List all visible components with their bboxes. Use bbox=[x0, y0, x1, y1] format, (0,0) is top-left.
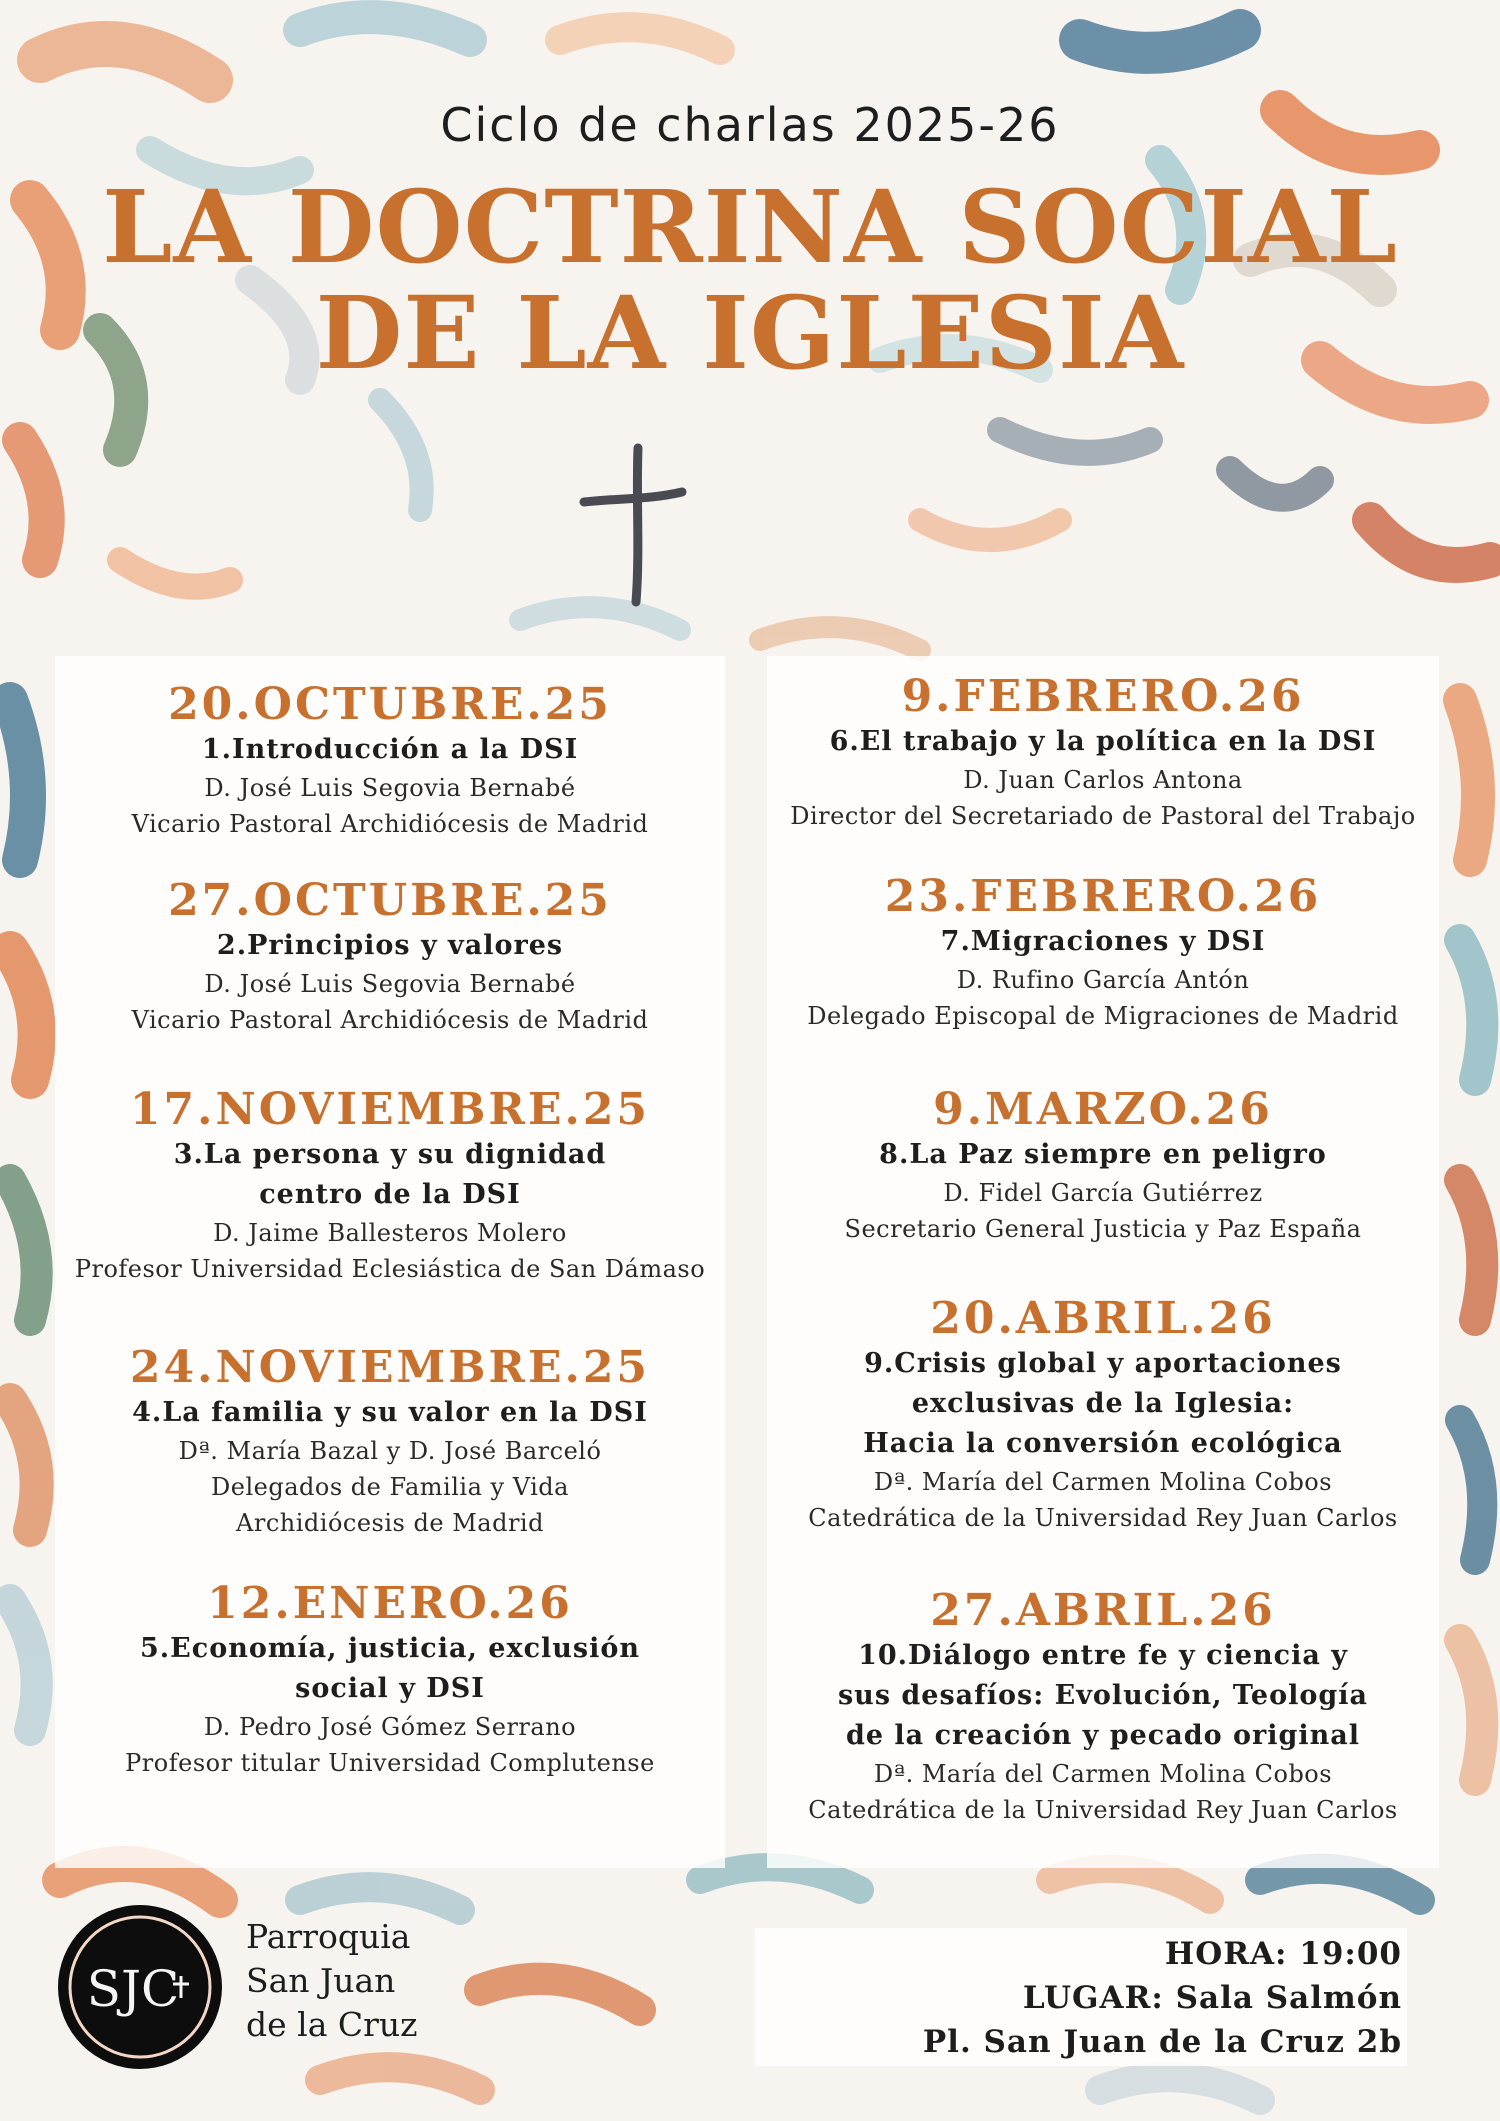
talk-block bbox=[55, 1343, 725, 1541]
talk-date: 9.FEBRERO.26 bbox=[901, 671, 1305, 722]
talk-date: 12.ENERO.26 bbox=[207, 1578, 573, 1629]
talk-title: 10.Diálogo entre fe y ciencia y bbox=[858, 1640, 1348, 1671]
talk-block bbox=[55, 1085, 725, 1287]
talk-speaker: D. Rufino García Antón bbox=[956, 966, 1250, 994]
talk-title: 9.Crisis global y aportaciones bbox=[864, 1348, 1342, 1379]
place-label: LUGAR: bbox=[1022, 1980, 1164, 2016]
time-label: HORA: bbox=[1164, 1936, 1288, 1972]
talk-date: 27.ABRIL.26 bbox=[930, 1585, 1276, 1636]
talk-speaker: D. José Luis Segovia Bernabé bbox=[204, 970, 576, 998]
talk-speaker-role: Profesor Universidad Eclesiástica de San Dámaso bbox=[74, 1255, 706, 1283]
address: Pl. San Juan de la Cruz 2b bbox=[922, 2024, 1402, 2060]
talk-speaker-role: Secretario General Justicia y Paz España bbox=[844, 1215, 1362, 1243]
talk-speaker: D. Pedro José Gómez Serrano bbox=[203, 1713, 577, 1741]
parish-logo-icon bbox=[55, 1902, 225, 2072]
talk-title: sus desafíos: Evolución, Teología bbox=[837, 1680, 1368, 1711]
talk-block bbox=[55, 680, 725, 842]
talk-speaker-role: Vicario Pastoral Archidiócesis de Madrid bbox=[131, 1006, 649, 1034]
talk-speaker-role: Delegado Episcopal de Migraciones de Madrid bbox=[807, 1002, 1399, 1030]
talk-block bbox=[55, 876, 725, 1038]
talk-title: 8.La Paz siempre en peligro bbox=[879, 1139, 1327, 1170]
parish-name bbox=[246, 1915, 418, 2047]
parish-line-1: Parroquia bbox=[246, 1917, 411, 1956]
talk-speaker: D. José Luis Segovia Bernabé bbox=[204, 774, 576, 802]
title-line-1: LA DOCTRINA SOCIAL bbox=[102, 168, 1398, 286]
talk-date: 27.OCTUBRE.25 bbox=[168, 875, 612, 926]
talk-title: 2.Principios y valores bbox=[216, 930, 564, 961]
talk-title: Hacia la conversión ecológica bbox=[863, 1428, 1343, 1459]
title-line-2: DE LA IGLESIA bbox=[315, 274, 1185, 392]
time-value: 19:00 bbox=[1299, 1936, 1402, 1972]
parish-line-2: San Juan bbox=[246, 1961, 396, 2000]
talk-speaker-role: Vicario Pastoral Archidiócesis de Madrid bbox=[131, 810, 649, 838]
talk-title: de la creación y pecado original bbox=[845, 1720, 1361, 1751]
page-title bbox=[0, 168, 1500, 392]
talk-speaker: Dª. María del Carmen Molina Cobos bbox=[873, 1760, 1333, 1788]
talk-title: 4.La familia y su valor en la DSI bbox=[132, 1397, 648, 1428]
talk-speaker-role: Profesor titular Universidad Complutense bbox=[125, 1749, 655, 1777]
talk-block bbox=[55, 1579, 725, 1781]
talk-date: 24.NOVIEMBRE.25 bbox=[129, 1342, 651, 1393]
talk-title: 3.La persona y su dignidad bbox=[173, 1139, 607, 1170]
talk-block bbox=[767, 1085, 1439, 1247]
talk-speaker-role: Director del Secretariado de Pastoral del Trabajo bbox=[790, 802, 1416, 830]
talk-date: 20.ABRIL.26 bbox=[930, 1293, 1276, 1344]
talk-date: 9.MARZO.26 bbox=[933, 1084, 1273, 1135]
talk-speaker: D. Fidel García Gutiérrez bbox=[943, 1179, 1263, 1207]
talk-title: centro de la DSI bbox=[259, 1179, 521, 1210]
talk-block bbox=[767, 1586, 1439, 1828]
talk-speaker-role: Catedrática de la Universidad Rey Juan Carlos bbox=[808, 1504, 1398, 1532]
parish-line-3: de la Cruz bbox=[246, 2005, 418, 2044]
place-line bbox=[923, 1976, 1402, 2020]
talk-speaker-role: Catedrática de la Universidad Rey Juan Carlos bbox=[808, 1796, 1398, 1824]
talk-speaker: Dª. María del Carmen Molina Cobos bbox=[873, 1468, 1333, 1496]
talk-title: exclusivas de la Iglesia: bbox=[911, 1388, 1295, 1419]
talk-block bbox=[767, 872, 1439, 1034]
event-info bbox=[923, 1932, 1402, 2064]
talk-speaker: D. Juan Carlos Antona bbox=[963, 766, 1243, 794]
talk-speaker: Dª. María Bazal y D. José Barceló bbox=[178, 1437, 602, 1465]
talk-speaker: D. Jaime Ballesteros Molero bbox=[213, 1219, 567, 1247]
talk-title: 7.Migraciones y DSI bbox=[940, 926, 1266, 957]
talk-date: 23.FEBRERO.26 bbox=[884, 871, 1322, 922]
series-subtitle: Ciclo de charlas 2025-26 bbox=[440, 98, 1060, 152]
place-value: Sala Salmón bbox=[1175, 1980, 1402, 2016]
time-line bbox=[923, 1932, 1402, 1976]
talk-block bbox=[767, 1294, 1439, 1536]
talk-title: 6.El trabajo y la política en la DSI bbox=[829, 726, 1377, 757]
cross-icon bbox=[578, 440, 688, 610]
talk-speaker-role: Archidiócesis de Madrid bbox=[236, 1509, 544, 1537]
talk-speaker-role: Delegados de Familia y Vida bbox=[211, 1473, 569, 1501]
logo-text: SJC bbox=[86, 1960, 180, 2018]
talk-title: 5.Economía, justicia, exclusión bbox=[140, 1633, 640, 1664]
talk-block bbox=[767, 672, 1439, 834]
talk-date: 20.OCTUBRE.25 bbox=[168, 679, 612, 730]
talk-title: 1.Introducción a la DSI bbox=[201, 734, 579, 765]
talk-title: social y DSI bbox=[295, 1673, 485, 1704]
talk-date: 17.NOVIEMBRE.25 bbox=[129, 1084, 651, 1135]
